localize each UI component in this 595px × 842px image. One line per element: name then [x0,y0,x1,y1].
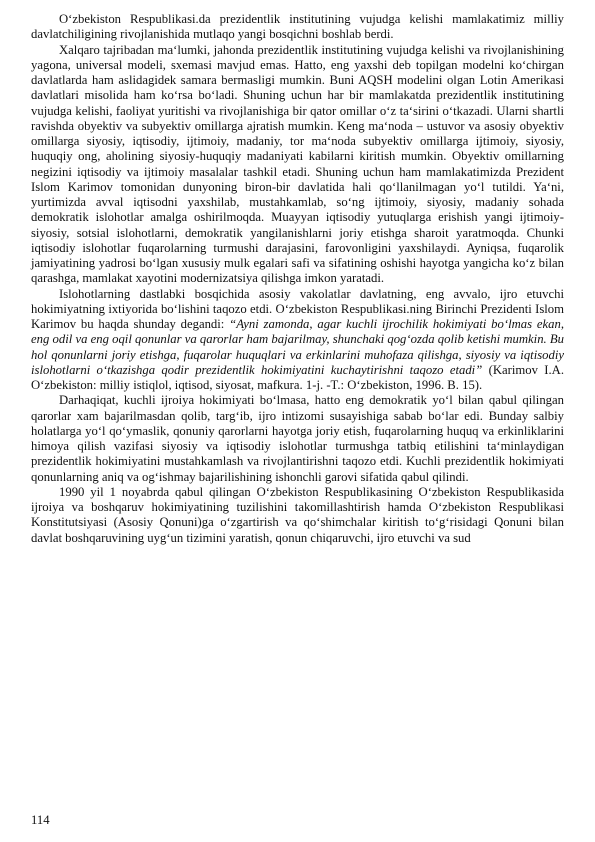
paragraph-2: Xalqaro tajribadan ma‘lumki, jahonda prezidentlik institutining vujudga kelishi va rivojlanishining yagona, universal modeli, sxemasi mavjud emas. Hatto, eng yaxshi deb topilgan modelni ko‘chirgan davlatlarda ham aslidagidek samara bermasligi mumkin. Buni AQSH modelini olgan Lotin Amerikasi davlatlari misolida ham ko‘rsa bo‘ladi. Shuning uchun har bir mamlakatda prezidentlik institutining vujudga kelishi, faoliyat yuritishi va rivojlanishiga bir qator omillar o‘z ta‘sirini o‘tkazadi. Ularni shartli ravishda obyektiv va subyektiv omillarga ajratish mumkin. Keng ma‘noda – ustuvor va asosiy obyektiv omillarga siyosiy, iqtisodiy, ijtimoiy, madaniy, tor ma‘noda subyektiv omillarga ijtimoiy, siyosiy, huquqiy ong, aholining siyosiy-huquqiy madaniyati kabilarni kiritish mumkin. Obyektiv omillarning negizini iqtisodiy va ijtimoiy masalalar tashkil etadi. Shuning uchun ham mamlakatimizda Prezident Islom Karimov tomonidan dunyoning biron-bir davlatida hali qo‘llanilmagan yo‘l tutildi. Ya‘ni, yurtimizda avval iqtisodni yaxshilab, mustahkamlab, so‘ng ijtimoiy, siyosiy, madaniy sohada demokratik islohotlar amalga oshirilmoqda. Muayyan iqtisodiy yutuqlarga erishish yangi ijtimoiy-siyosiy, sotsial islohotlarni, demokratik yangilanishlarni joriy etishga sharoit yaratmoqda. Chunki iqtisodiy islohotlar fuqarolarning turmushi darajasini, farovonligini yaxshilaydi. Ayniqsa, fuqarolik jamiyatining yadrosi bo‘lgan xususiy mulk egalari safi va sifatining oshishi hayotga yangicha ko‘z bilan qarashga, mamlakat xayotini modernizatsiya qilishga imkon yaratadi. [31,42,564,286]
paragraph-1: O‘zbekiston Respublikasi.da prezidentlik institutining vujudga kelishi mamlakatimiz milliy davlatchiligining rivojlanishida mutlaqo yangi bosqichni boshlab berdi. [31,12,564,42]
paragraph-3 [31,287,564,394]
paragraph-5: 1990 yil 1 noyabrda qabul qilingan O‘zbekiston Respublikasining O‘zbekiston Respublikasida ijroiya va boshqaruv hokimiyatining tuzilishini takomillashtirish hamda O‘zbekiston Respublikasi Konstitutsiyasi (Asosiy Qonuni)ga o‘zgartirish va qo‘shimchalar kiritish to‘g‘risidagi Qonuni bilan davlat boshqaruvining uyg‘un tizimini yaratish, qonun chiqaruvchi, ijro etuvchi va sud [31,484,564,545]
page-body [31,12,564,546]
paragraph-3-lead: Islohotlarning dastlabki bosqichida asosiy vakolatlar davlatning, eng avvalo, ijro etuvchi hokimiyatning ixtiyorida bo‘lishini taqozo etdi. O‘zbekiston Respublikasi.ning Birinchi Prezidenti Islom Karimov bu haqda shunday degandi: [31,286,564,331]
paragraph-4: Darhaqiqat, kuchli ijroiya hokimiyati bo‘lmasa, hatto eng demokratik yo‘l bilan qabul qilingan qarorlar xam bajarilmasdan qolib, targ‘ib, ijro intizomi susayishiga sabab bo‘lar edi. Bunday salbiy holatlarga yo‘l qo‘ymaslik, qonuniy qarorlarni hayotga joriy etish, fuqarolarning huquq va erkinliklarini himoya qilish vazifasi siyosiy va iqtisodiy islohotlar turmushga tatbiq etilishini ta‘minlaydigan prezidentlik hokimiyatini mustahkamlash va rivojlantirishni taqozo etdi. Kuchli prezidentlik hokimiyati qonunlarning aniq va og‘ishmay bajarilishining ishonchli garovi sifatida qabul qilindi. [31,393,564,484]
page-number: 114 [31,813,50,827]
quote-citation: (Karimov I.A. O‘zbekiston: milliy istiqlol, iqtisod, siyosat, mafkura. 1-j. -T.: O‘zbekiston, 1996. B. 15). [31,362,564,392]
karimov-quote: “Ayni zamonda, agar kuchli ijrochilik hokimiyati bo‘lmas ekan, eng odil va eng oqil qonunlar va qarorlar ham bajarilmay, shunchaki qog‘ozda qolib ketishi mumkin. Bu hol qonunlarni joriy etishga, fuqarolar huquqlari va erkinlarini muhofaza qilishga, siyosiy va iqtisodiy islohotlarni o‘tkazishga qodir prezidentlik hokimiyatini kuchaytirishni taqozo etadi” [31,317,565,377]
